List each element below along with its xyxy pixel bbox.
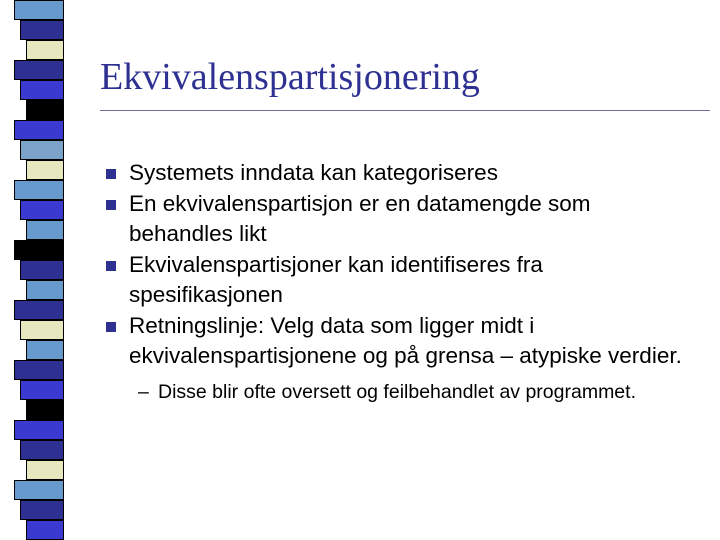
bullet-list bbox=[100, 158, 700, 404]
stripe-block bbox=[26, 280, 64, 300]
stripe-block bbox=[26, 220, 64, 240]
stripe-block bbox=[14, 480, 64, 500]
stripe-block bbox=[20, 200, 64, 220]
decorative-stripe bbox=[0, 0, 68, 540]
title-divider bbox=[100, 110, 710, 111]
dash-bullet-icon: – bbox=[138, 380, 149, 403]
bullet-item bbox=[100, 189, 700, 250]
stripe-block bbox=[26, 160, 64, 180]
bullet-text: Ekvivalenspartisjoner kan identifiseres fra spesifikasjonen bbox=[129, 251, 543, 307]
bullet-text: En ekvivalenspartisjon er en datamengde som behandles likt bbox=[129, 190, 591, 246]
bullet-item bbox=[100, 158, 700, 189]
sub-bullet-text: Disse blir ofte oversett og feilbehandlet av programmet. bbox=[158, 380, 636, 403]
stripe-block bbox=[14, 180, 64, 200]
stripe-block bbox=[14, 420, 64, 440]
stripe-block bbox=[26, 40, 64, 60]
square-bullet-icon bbox=[106, 322, 116, 332]
stripe-block bbox=[20, 260, 64, 280]
stripe-block bbox=[20, 380, 64, 400]
square-bullet-icon bbox=[106, 169, 116, 179]
stripe-block bbox=[20, 440, 64, 460]
stripe-block bbox=[20, 500, 64, 520]
square-bullet-icon bbox=[106, 261, 116, 271]
stripe-block bbox=[20, 320, 64, 340]
square-bullet-icon bbox=[106, 200, 116, 210]
bullet-text: Retningslinje: Velg data som ligger midt i ekvivalenspartisjonene og på grensa – atypiske verdier. bbox=[129, 312, 682, 368]
stripe-block bbox=[14, 300, 64, 320]
bullet-item bbox=[100, 311, 700, 372]
slide-title: Ekvivalenspartisjonering bbox=[100, 56, 480, 98]
stripe-block bbox=[20, 140, 64, 160]
stripe-block bbox=[26, 340, 64, 360]
stripe-block bbox=[26, 400, 64, 420]
stripe-block bbox=[26, 100, 64, 120]
stripe-block bbox=[14, 360, 64, 380]
stripe-block bbox=[14, 240, 64, 260]
stripe-block bbox=[14, 60, 64, 80]
bullet-text: Systemets inndata kan kategoriseres bbox=[129, 160, 498, 185]
stripe-block bbox=[20, 80, 64, 100]
stripe-block bbox=[14, 0, 64, 20]
sub-bullet-item bbox=[100, 380, 700, 404]
stripe-block bbox=[26, 520, 64, 540]
bullet-item bbox=[100, 250, 700, 311]
stripe-block bbox=[14, 120, 64, 140]
stripe-block bbox=[20, 20, 64, 40]
stripe-block bbox=[26, 460, 64, 480]
